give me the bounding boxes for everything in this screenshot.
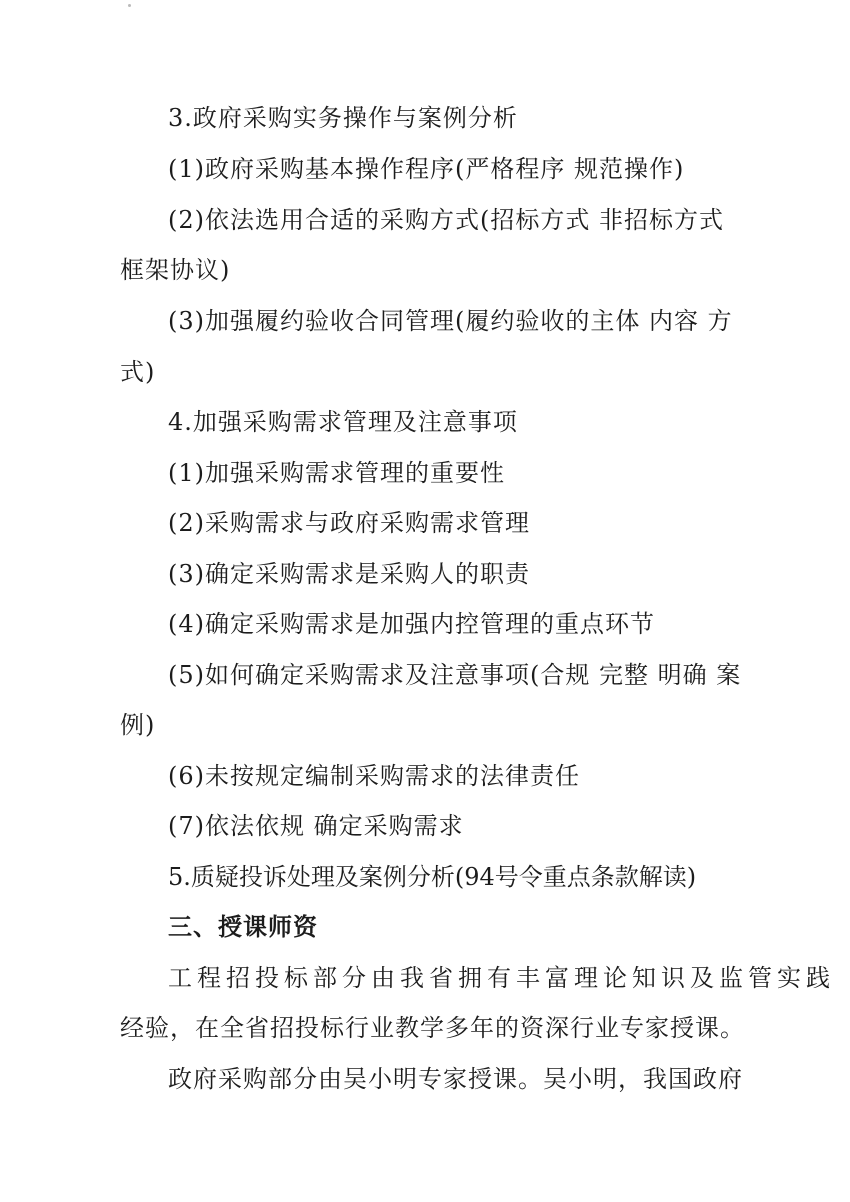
list-item-continuation: 式) — [120, 358, 156, 386]
list-item-continuation: 框架协议) — [120, 256, 231, 284]
list-item: (7)依法依规 确定采购需求 — [168, 812, 464, 840]
section-4-heading: 4.加强采购需求管理及注意事项 — [168, 408, 518, 436]
section-3-heading: 3.政府采购实务操作与案例分析 — [168, 104, 518, 132]
list-item: (2)依法选用合适的采购方式(招标方式 非招标方式 — [168, 206, 724, 234]
section-5-heading: 5.质疑投诉处理及案例分析(94号令重点条款解读) — [168, 863, 697, 891]
list-item: (3)确定采购需求是采购人的职责 — [168, 560, 530, 588]
list-item-continuation: 例) — [120, 711, 156, 739]
section-title-instructors: 三、授课师资 — [168, 913, 318, 941]
list-item: (1)政府采购基本操作程序(严格程序 规范操作) — [168, 155, 685, 183]
list-item: (4)确定采购需求是加强内控管理的重点环节 — [168, 610, 655, 638]
list-item: (1)加强采购需求管理的重要性 — [168, 459, 505, 487]
list-item: (3)加强履约验收合同管理(履约验收的主体 内容 方 — [168, 307, 733, 335]
paragraph-line: 工程招投标部分由我省拥有丰富理论知识及监管实践 — [168, 964, 835, 992]
list-item: (6)未按规定编制采购需求的法律责任 — [168, 762, 580, 790]
list-item: (5)如何确定采购需求及注意事项(合规 完整 明确 案 — [168, 661, 742, 689]
paragraph-line: 政府采购部分由吴小明专家授课。吴小明，我国政府 — [168, 1065, 743, 1093]
list-item: (2)采购需求与政府采购需求管理 — [168, 509, 530, 537]
scan-speck — [128, 4, 131, 7]
paragraph-line: 经验，在全省招投标行业教学多年的资深行业专家授课。 — [120, 1014, 745, 1042]
